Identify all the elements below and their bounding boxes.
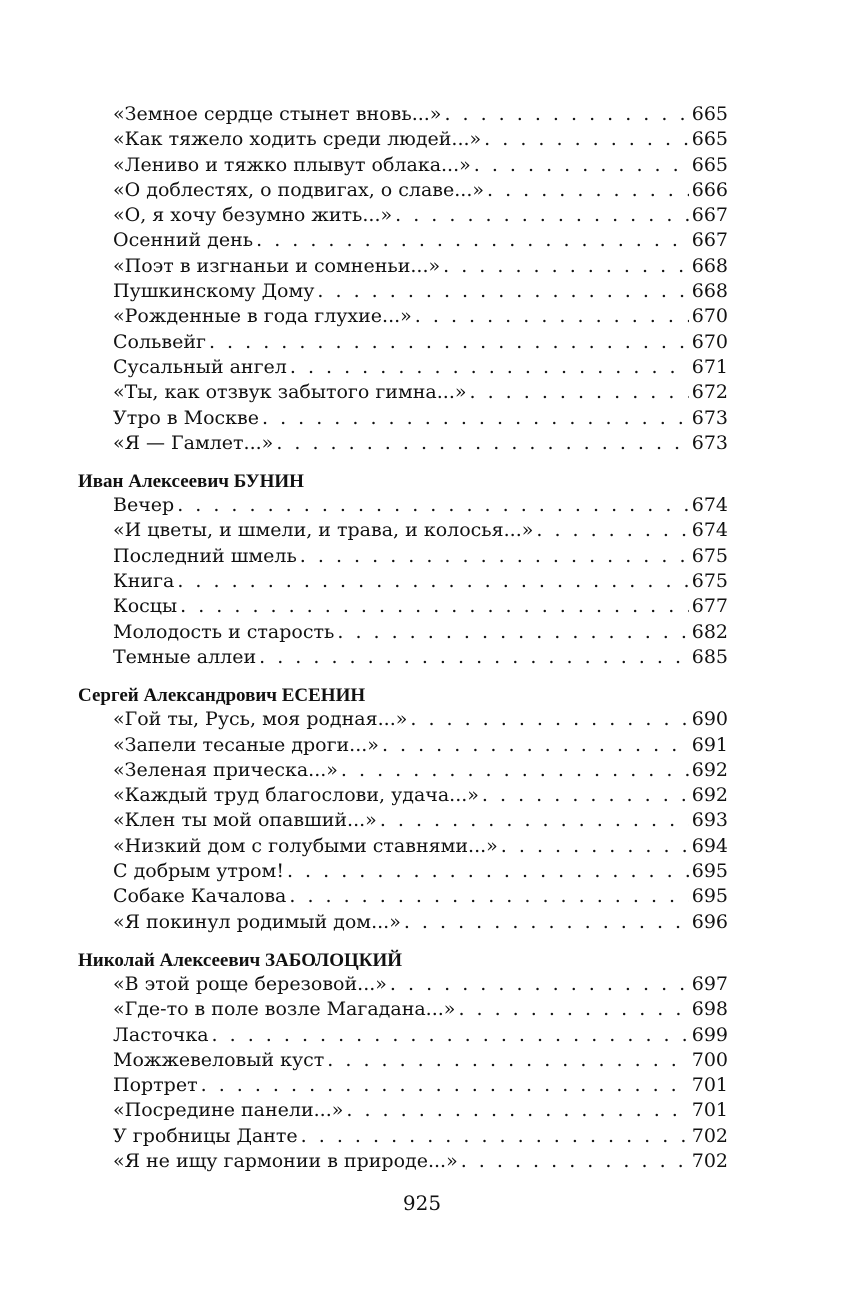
toc-entry: [113, 279, 728, 304]
dot-leader: [337, 620, 688, 645]
dot-leader: [209, 330, 689, 355]
entry-title: Темные аллеи: [113, 645, 257, 668]
dot-leader: [287, 859, 689, 884]
entry-title: Ласточка: [113, 1023, 209, 1046]
dot-leader: [484, 127, 689, 152]
toc-entry: [113, 493, 728, 518]
entry-page: 701: [691, 1099, 728, 1122]
entry-page: 691: [691, 733, 728, 756]
entry-title: «Я не ищу гармонии в природе...»: [113, 1149, 458, 1172]
toc-entry: [113, 544, 728, 569]
entry-title: Утро в Москве: [113, 406, 259, 429]
entry-title: Можжевеловый куст: [113, 1048, 325, 1071]
dot-leader: [474, 153, 689, 178]
entry-title: Портрет: [113, 1074, 198, 1097]
entry-title: «Как тяжело ходить среди людей...»: [113, 128, 482, 151]
dot-leader: [346, 1098, 688, 1123]
entry-title: «Где-то в поле возле Магадана...»: [113, 998, 456, 1021]
entry-page: 682: [691, 620, 728, 643]
toc-entry: [113, 884, 728, 909]
dot-leader: [382, 733, 689, 758]
toc-list: [78, 102, 728, 1174]
dot-leader: [415, 304, 689, 329]
dot-leader: [177, 569, 688, 594]
entry-title: Последний шмель: [113, 544, 297, 567]
toc-entry: [113, 733, 728, 758]
dot-leader: [289, 884, 688, 909]
entry-title: Сольвейг: [113, 330, 206, 353]
entry-page: 677: [691, 595, 728, 618]
dot-leader: [300, 544, 689, 569]
entry-title: «Поэт в изгнаньи и сомненьи...»: [113, 254, 441, 277]
entry-page: 670: [691, 305, 728, 328]
dot-leader: [390, 972, 689, 997]
entry-page: 675: [691, 544, 728, 567]
dot-leader: [470, 380, 689, 405]
author-heading: Иван Алексеевич БУНИН: [78, 471, 304, 493]
entry-page: 665: [691, 153, 728, 176]
toc-entry: [113, 594, 728, 619]
entry-title: «В этой роще березовой...»: [113, 972, 387, 995]
dot-leader: [501, 834, 689, 859]
entry-title: «Зеленая прическа...»: [113, 758, 338, 781]
entry-title: «О доблестях, о подвигах, о славе...»: [113, 178, 484, 201]
toc-entry: [113, 518, 728, 543]
entry-page: 668: [691, 280, 728, 303]
dot-leader: [341, 758, 689, 783]
entry-page: 665: [691, 128, 728, 151]
dot-leader: [395, 203, 689, 228]
toc-entry: [113, 304, 728, 329]
entry-page: 695: [691, 860, 728, 883]
entry-title: Косцы: [113, 595, 178, 618]
entry-page: 673: [691, 431, 728, 454]
toc-entry: [113, 1098, 728, 1123]
toc-entry: [113, 380, 728, 405]
dot-leader: [317, 279, 688, 304]
dot-leader: [327, 1048, 688, 1073]
toc-entry: [113, 1023, 728, 1048]
dot-leader: [212, 1023, 689, 1048]
dot-leader: [256, 228, 689, 253]
dot-leader: [404, 910, 689, 935]
dot-leader: [536, 518, 688, 543]
entry-page: 692: [691, 784, 728, 807]
toc-entry: [113, 758, 728, 783]
entry-page: 699: [691, 1023, 728, 1046]
dot-leader: [290, 355, 689, 380]
entry-page: 673: [691, 406, 728, 429]
entry-title: «Земное сердце стынет вновь...»: [113, 103, 442, 125]
toc-entry: [113, 834, 728, 859]
entry-page: 692: [691, 758, 728, 781]
toc-entry: [113, 859, 728, 884]
toc-entry: [113, 431, 728, 456]
entry-page: 702: [691, 1149, 728, 1172]
entry-page: 701: [691, 1074, 728, 1097]
dot-leader: [380, 808, 689, 833]
entry-title: Пушкинскому Дому: [113, 280, 315, 303]
toc-entry: [113, 406, 728, 431]
toc-entry: [113, 997, 728, 1022]
entry-page: 702: [691, 1124, 728, 1147]
toc-entry: [113, 228, 728, 253]
entry-title: «Посредине панели...»: [113, 1099, 344, 1122]
dot-leader: [180, 594, 689, 619]
author-heading: Николай Алексеевич ЗАБОЛОЦКИЙ: [78, 949, 403, 971]
toc-entry: [113, 355, 728, 380]
entry-page: 694: [691, 834, 728, 857]
entry-title: Вечер: [113, 494, 175, 517]
dot-leader: [201, 1073, 689, 1098]
page-number: 925: [402, 1191, 442, 1215]
toc-entry: [113, 1048, 728, 1073]
toc-entry: [113, 620, 728, 645]
toc-entry: [113, 203, 728, 228]
entry-page: 700: [691, 1048, 728, 1071]
dot-leader: [177, 493, 689, 518]
dot-leader: [410, 707, 688, 732]
toc-entry: [113, 1073, 728, 1098]
entry-page: 675: [691, 570, 728, 593]
entry-page: 696: [691, 910, 728, 933]
toc-entry: [113, 569, 728, 594]
entry-page: 667: [691, 229, 728, 252]
dot-leader: [482, 783, 689, 808]
entry-page: 666: [691, 178, 728, 201]
toc-entry: [113, 1124, 728, 1149]
toc-entry: [113, 645, 728, 670]
entry-page: 674: [691, 519, 728, 542]
dot-leader: [276, 431, 688, 456]
dot-leader: [443, 254, 689, 279]
entry-title: «Лениво и тяжко плывут облака...»: [113, 153, 471, 176]
entry-page: 698: [691, 998, 728, 1021]
dot-leader: [262, 406, 689, 431]
toc-entry: [113, 1149, 728, 1174]
entry-title: «Запели тесаные дроги...»: [113, 733, 379, 756]
entry-title: «Каждый труд благослови, удача...»: [113, 784, 479, 807]
entry-page: 667: [691, 204, 728, 227]
entry-title: «Ты, как отзвук забытого гимна...»: [113, 381, 467, 404]
toc-entry: [113, 972, 728, 997]
dot-leader: [444, 102, 688, 127]
entry-title: «Клен ты мой опавший...»: [113, 809, 377, 832]
toc-entry: [113, 910, 728, 935]
entry-title: Собаке Качалова: [113, 885, 287, 908]
entry-page: 668: [691, 254, 728, 277]
entry-title: Сусальный ангел: [113, 355, 287, 378]
entry-page: 697: [691, 972, 728, 995]
dot-leader: [458, 997, 688, 1022]
toc-entry: [113, 808, 728, 833]
entry-title: «Я покинул родимый дом...»: [113, 910, 401, 933]
entry-title: «О, я хочу безумно жить...»: [113, 204, 393, 227]
toc-entry: [113, 127, 728, 152]
dot-leader: [487, 178, 689, 203]
toc-entry: [113, 153, 728, 178]
entry-page: 695: [691, 885, 728, 908]
author-heading: Сергей Александрович ЕСЕНИН: [78, 685, 366, 707]
entry-title: С добрым утром!: [113, 860, 284, 883]
entry-page: 674: [691, 494, 728, 517]
entry-title: У гробницы Данте: [113, 1124, 298, 1147]
entry-page: 670: [691, 330, 728, 353]
dot-leader: [301, 1124, 689, 1149]
entry-page: 685: [691, 645, 728, 668]
entry-page: 690: [691, 708, 728, 731]
entry-title: Книга: [113, 570, 175, 593]
entry-page: 671: [691, 355, 728, 378]
toc-entry: [113, 254, 728, 279]
entry-title: «Рожденные в года глухие...»: [113, 305, 412, 328]
entry-title: Осенний день: [113, 229, 254, 252]
toc-entry: [113, 102, 728, 127]
toc-entry: [113, 707, 728, 732]
entry-page: 665: [691, 103, 728, 125]
toc-entry: [113, 178, 728, 203]
entry-page: 693: [691, 809, 728, 832]
entry-page: 672: [691, 381, 728, 404]
entry-title: «Я — Гамлет...»: [113, 431, 274, 454]
dot-leader: [461, 1149, 689, 1174]
entry-title: «Низкий дом с голубыми ставнями...»: [113, 834, 498, 857]
toc-entry: [113, 330, 728, 355]
toc-entry: [113, 783, 728, 808]
entry-title: «Гой ты, Русь, моя родная...»: [113, 708, 408, 731]
dot-leader: [259, 645, 689, 670]
entry-title: «И цветы, и шмели, и трава, и колосья...»: [113, 519, 534, 542]
entry-title: Молодость и старость: [113, 620, 335, 643]
